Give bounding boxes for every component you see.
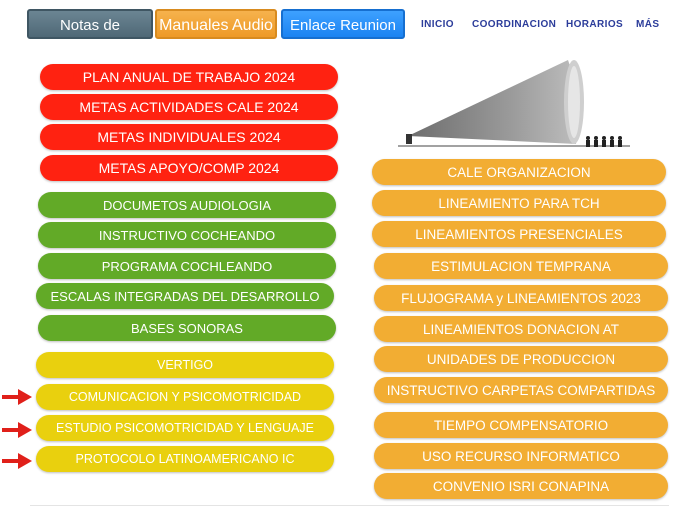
enlace-reunion-button[interactable]: Enlace Reunion bbox=[281, 9, 405, 39]
vertigo-button[interactable]: VERTIGO bbox=[36, 352, 334, 378]
cale-organizacion-button[interactable]: CALE ORGANIZACION bbox=[372, 159, 666, 185]
manuales-audio-button[interactable]: Manuales Audio bbox=[155, 9, 277, 39]
megaphone-sculpture-image bbox=[398, 50, 636, 158]
nav-horarios[interactable]: HORARIOS bbox=[566, 19, 624, 30]
convenio-isri-button[interactable]: CONVENIO ISRI CONAPINA bbox=[374, 473, 668, 499]
flujograma-button[interactable]: FLUJOGRAMA y LINEAMIENTOS 2023 bbox=[374, 285, 668, 311]
tiempo-compensatorio-button[interactable]: TIEMPO COMPENSATORIO bbox=[374, 412, 668, 438]
instructivo-cocheando-button[interactable]: INSTRUCTIVO COCHEANDO bbox=[38, 222, 336, 248]
lineamientos-presenciales-button[interactable]: LINEAMIENTOS PRESENCIALES bbox=[372, 221, 666, 247]
nav-mas[interactable]: MÁS bbox=[636, 19, 660, 30]
documetos-audiologia-button[interactable]: DOCUMETOS AUDIOLOGIA bbox=[38, 192, 336, 218]
metas-individuales-button[interactable]: METAS INDIVIDUALES 2024 bbox=[40, 124, 338, 150]
nav-coordinacion[interactable]: COORDINACION bbox=[472, 19, 557, 30]
metas-apoyo-button[interactable]: METAS APOYO/COMP 2024 bbox=[40, 155, 338, 181]
lineamiento-tch-button[interactable]: LINEAMIENTO PARA TCH bbox=[372, 190, 666, 216]
estimulacion-temprana-button[interactable]: ESTIMULACION TEMPRANA bbox=[374, 253, 668, 279]
uso-recurso-button[interactable]: USO RECURSO INFORMATICO bbox=[374, 443, 668, 469]
comunicacion-psicomotricidad-button[interactable]: COMUNICACION Y PSICOMOTRICIDAD bbox=[36, 384, 334, 410]
metas-actividades-button[interactable]: METAS ACTIVIDADES CALE 2024 bbox=[40, 94, 338, 120]
notas-direccion-button[interactable]: Notas de Direccion bbox=[27, 9, 153, 39]
arrow-right-icon bbox=[2, 453, 32, 469]
nav-inicio[interactable]: INICIO bbox=[421, 19, 454, 30]
protocolo-latinoamericano-button[interactable]: PROTOCOLO LATINOAMERICANO IC bbox=[36, 446, 334, 472]
bottom-divider bbox=[30, 505, 669, 506]
arrow-right-icon bbox=[2, 422, 32, 438]
plan-anual-button[interactable]: PLAN ANUAL DE TRABAJO 2024 bbox=[40, 64, 338, 90]
instructivo-carpetas-button[interactable]: INSTRUCTIVO CARPETAS COMPARTIDAS bbox=[374, 377, 668, 403]
arrow-right-icon bbox=[2, 389, 32, 405]
lineamientos-donacion-button[interactable]: LINEAMIENTOS DONACION AT bbox=[374, 316, 668, 342]
bases-sonoras-button[interactable]: BASES SONORAS bbox=[38, 315, 336, 341]
programa-cochleando-button[interactable]: PROGRAMA COCHLEANDO bbox=[38, 253, 336, 279]
escalas-integradas-button[interactable]: ESCALAS INTEGRADAS DEL DESARROLLO bbox=[36, 283, 334, 309]
estudio-psicomotricidad-button[interactable]: ESTUDIO PSICOMOTRICIDAD Y LENGUAJE bbox=[36, 415, 334, 441]
unidades-produccion-button[interactable]: UNIDADES DE PRODUCCION bbox=[374, 346, 668, 372]
